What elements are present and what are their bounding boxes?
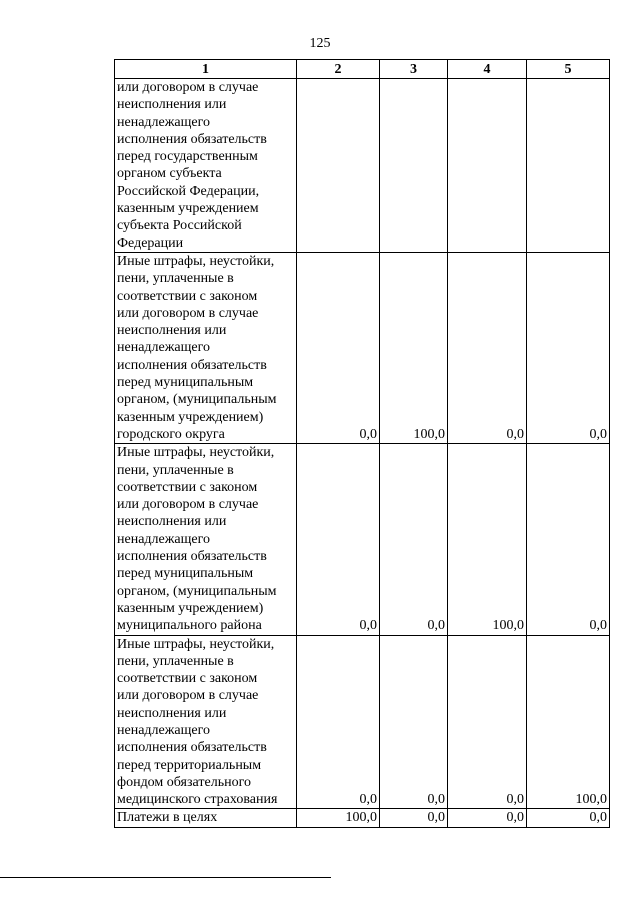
- table-row: [115, 444, 610, 635]
- value-cell: 0,0: [297, 252, 380, 443]
- column-header: 5: [527, 60, 610, 79]
- value-cell: 0,0: [380, 444, 448, 635]
- value-cell: 0,0: [448, 635, 527, 809]
- value-cell: [527, 79, 610, 253]
- value-cell: 0,0: [297, 444, 380, 635]
- value-cell: 0,0: [380, 635, 448, 809]
- value-cell: 0,0: [297, 635, 380, 809]
- page-number: 125: [309, 36, 331, 51]
- table-header-row: [115, 60, 610, 79]
- value-cell: 0,0: [448, 809, 527, 827]
- value-cell: [380, 79, 448, 253]
- row-description: Иные штрафы, неустойки, пени, уплаченные в соответствии с законом или договором в случае неисполнения или ненадлежащего исполнения обязательств перед муниципальным органом, (муниципальным казенным учреждением) городского округа: [115, 252, 297, 443]
- row-description: или договором в случае неисполнения или ненадлежащего исполнения обязательств перед государственным органом субъекта Российской Федерации, казенным учреждением субъекта Российской Федерации: [115, 79, 297, 253]
- table-row: [115, 809, 610, 827]
- table-row: [115, 252, 610, 443]
- column-header: 4: [448, 60, 527, 79]
- value-cell: [297, 79, 380, 253]
- row-description: Платежи в целях: [115, 809, 297, 827]
- column-header: 2: [297, 60, 380, 79]
- data-table: [114, 59, 610, 828]
- value-cell: 100,0: [448, 444, 527, 635]
- value-cell: 0,0: [448, 252, 527, 443]
- row-description: Иные штрафы, неустойки, пени, уплаченные в соответствии с законом или договором в случае неисполнения или ненадлежащего исполнения обязательств перед территориальным фондом обязательного медицинского страхования: [115, 635, 297, 809]
- value-cell: 100,0: [297, 809, 380, 827]
- value-cell: 100,0: [380, 252, 448, 443]
- table-row: [115, 635, 610, 809]
- row-description: Иные штрафы, неустойки, пени, уплаченные в соответствии с законом или договором в случае неисполнения или ненадлежащего исполнения обязательств перед муниципальным органом, (муниципальным казенным учреждением) муниципального района: [115, 444, 297, 635]
- table-row: [115, 79, 610, 253]
- column-header: 3: [380, 60, 448, 79]
- value-cell: 0,0: [380, 809, 448, 827]
- value-cell: 0,0: [527, 444, 610, 635]
- column-header: 1: [115, 60, 297, 79]
- footnote-divider: [0, 877, 331, 878]
- value-cell: 0,0: [527, 252, 610, 443]
- value-cell: 0,0: [527, 809, 610, 827]
- value-cell: [448, 79, 527, 253]
- value-cell: 100,0: [527, 635, 610, 809]
